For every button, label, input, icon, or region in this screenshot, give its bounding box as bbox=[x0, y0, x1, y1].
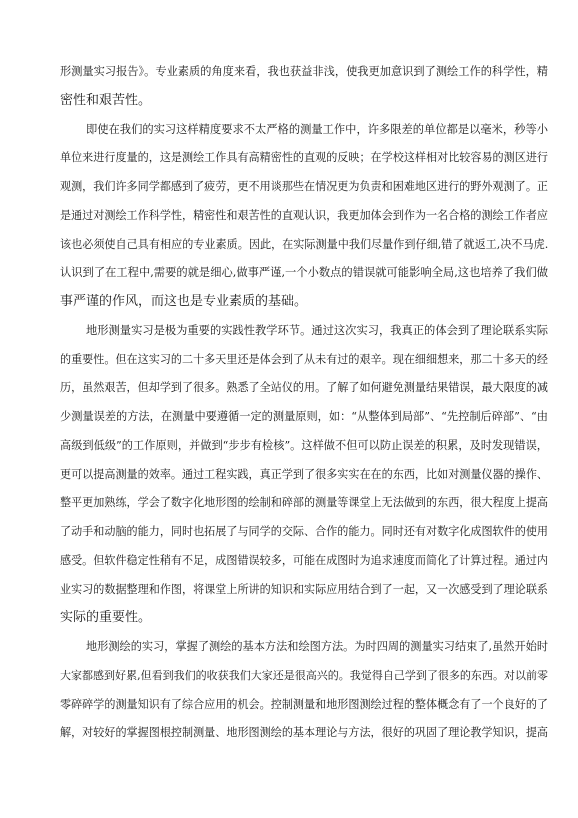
text-line: 是通过对测绘工作科学性，精密性和艰苦性的直观认识，我更加体会到作为一名合格的测绘工作者应 bbox=[60, 208, 548, 222]
text-line: 该也必须使自己具有相应的专业素质。因此，在实际测量中我们尽量作到仔细,错了就返工,决不马虎. bbox=[60, 237, 549, 251]
text-line: 少测量误差的方法，在测量中要遵循一定的测量原则，如：“从整体到局部”、“先控制后碎部”、“由 bbox=[60, 410, 548, 423]
text-line: 感受。但软件稳定性稍有不足，成图错误较多，可能在成图时为追求速度而简化了计算过程。通过内 bbox=[60, 553, 548, 567]
paragraph-intro bbox=[60, 58, 548, 116]
text-line: 即使在我们的实习这样精度要求不太严格的测量工作中，许多限差的单位都是以毫米，秒等小 bbox=[86, 122, 548, 136]
text-line: 高级到低级”的工作原则，并做到“步步有检核”。这样做不但可以防止误差的积累，及时发现错误， bbox=[60, 438, 548, 452]
text-line: 地形测量实习是极为重要的实践性教学环节。通过这次实习，我真正的体会到了理论联系实际 bbox=[86, 323, 548, 337]
paragraph-practice bbox=[60, 317, 548, 633]
text-line: 认识到了在工程中,需要的就是细心,做事严谨,一个小数点的错误就可能影响全局,这也培养了我们做 bbox=[60, 266, 548, 280]
text-line: 单位来进行度量的，这是测绘工作具有高精密性的直观的反映；在学校这样相对比较容易的测区进行 bbox=[60, 151, 548, 165]
text-line: 业实习的数据整理和作图，将课堂上所讲的知识和实际应用结合到了一起，又一次感受到了理论联系 bbox=[60, 582, 548, 596]
text-line: 实际的重要性。 bbox=[60, 610, 152, 626]
paragraph-summary bbox=[60, 633, 548, 748]
text-line: 零碎碎学的测量知识有了综合应用的机会。控制测量和地形图测绘过程的整体概念有了一个良好的了 bbox=[60, 697, 548, 711]
text-line: 形测量实习报告》。专业素质的角度来看，我也获益非浅，使我更加意识到了测绘工作的科学性，精 bbox=[60, 65, 548, 78]
text-line: 大家都感到好累,但看到我们的收获我们大家还是很高兴的。我觉得自己学到了很多的东西。对以前零 bbox=[60, 668, 548, 682]
text-line: 了动手和动脑的能力，同时也拓展了与同学的交际、合作的能力。同时还有对数字化成图软件的使用 bbox=[60, 525, 548, 538]
paragraph-precision bbox=[60, 116, 548, 317]
text-line: 的重要性。但在这实习的二十多天里还是体会到了从未有过的艰辛。现在细细想来，那二十多天的经 bbox=[60, 352, 548, 366]
text-line: 事严谨的作风，而这也是专业素质的基础。 bbox=[60, 294, 308, 309]
text-line: 解，对较好的掌握图根控制测量、地形图测绘的基本理论与方法，很好的巩固了理论教学知识，提高 bbox=[60, 726, 548, 740]
text-line: 地形测绘的实习，掌握了测绘的基本方法和绘图方法。为时四周的测量实习结束了,虽然开始时 bbox=[86, 640, 548, 653]
text-line: 观测，我们许多同学都感到了疲劳，更不用谈那些在情况更为负责和困难地区进行的野外观测了。正 bbox=[60, 180, 548, 193]
document-body bbox=[60, 58, 548, 748]
text-line: 整平更加熟练，学会了数字化地形图的绘制和碎部的测量等课堂上无法做到的东西，很大程度上提高 bbox=[60, 496, 548, 510]
text-line: 更可以提高测量的效率。通过工程实践，真正学到了很多实实在在的东西，比如对测量仪器的操作、 bbox=[60, 467, 548, 481]
text-line: 历，虽然艰苦，但却学到了很多。熟悉了全站仪的用。了解了如何避免测量结果错误，最大限度的减 bbox=[60, 381, 548, 395]
text-line: 密性和艰苦性。 bbox=[60, 92, 152, 108]
